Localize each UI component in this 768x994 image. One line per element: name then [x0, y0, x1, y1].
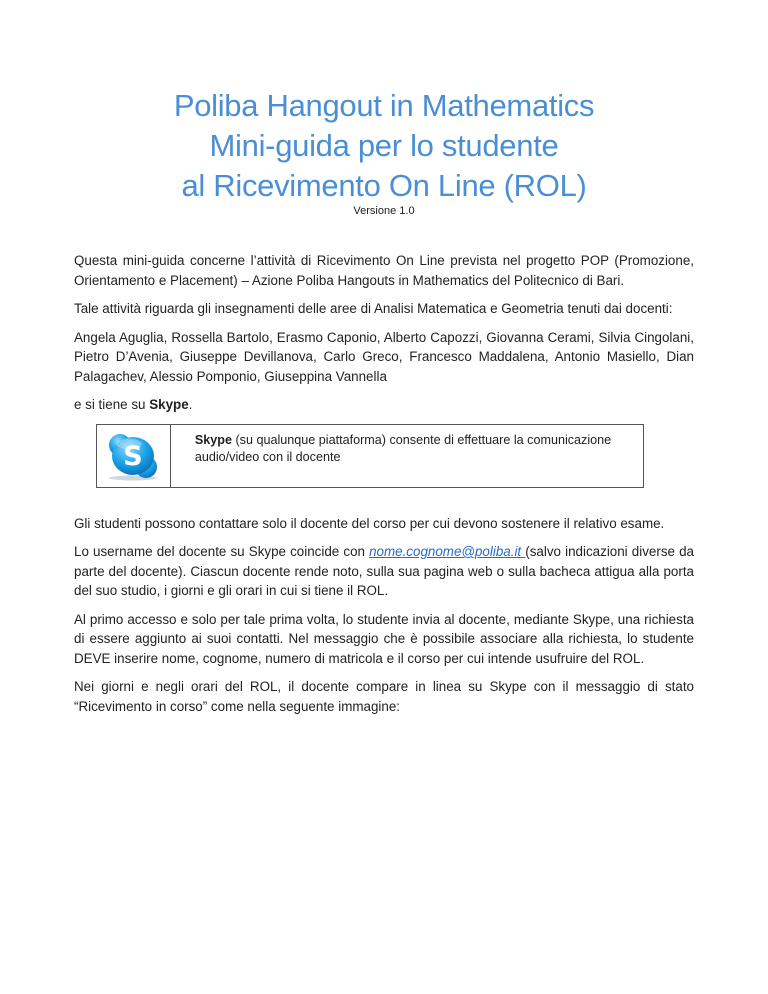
skype-bold-word: Skype	[149, 397, 189, 412]
username-prefix: Lo username del docente su Skype coincide con	[74, 544, 370, 559]
skype-info-table	[96, 424, 644, 488]
held-on-prefix: e si tiene su	[74, 397, 150, 412]
document-title	[0, 86, 768, 206]
skype-logo-icon	[98, 431, 168, 481]
skype-logo-letter: S	[123, 440, 144, 472]
username-paragraph	[74, 542, 694, 601]
title-line-2: Mini-guida per lo studente	[209, 128, 559, 163]
username-suffix: (salvo indicazioni diverse da parte del docente). Ciascun docente rende noto, sulla sua pagina web o sulla bacheca attigua alla porta del suo studio, i giorni e gli orari in cui si tiene il ROL.	[74, 544, 694, 598]
held-on-suffix: .	[188, 397, 193, 412]
status-paragraph: Nei giorni e negli orari del ROL, il docente compare in linea su Skype con il messaggio di stato “Ricevimento in corso” come nella seguente immagine:	[74, 679, 694, 714]
teachers-paragraph: Angela Aguglia, Rossella Bartolo, Erasmo Caponio, Alberto Capozzi, Giovanna Cerami, Silvia Cingolani, Pietro D’Avenia, Giuseppe Devillanova, Carlo Greco, Francesco Maddalena, Antonio Masiello, Dian Palagachev, Alessio Pomponio, Giuseppina Vannella	[74, 329, 694, 384]
first-access-paragraph: Al primo accesso e solo per tale prima volta, lo studente invia al docente, mediante Skype, una richiesta di essere aggiunto ai suoi contatti. Nel messaggio che è possibile associare alla richiesta, lo studente DEVE inserire nome, cognome, numero di matricola e il corso per cui intende usufruire del ROL.	[74, 611, 694, 666]
version-label: Versione 1.0	[353, 205, 415, 217]
held-on-paragraph	[74, 395, 694, 415]
skype-description-cell	[171, 425, 643, 487]
title-line-3: al Ricevimento On Line (ROL)	[181, 168, 587, 203]
title-line-1: Poliba Hangout in Mathematics	[173, 88, 595, 123]
students-paragraph: Gli studenti possono contattare solo il docente del corso per cui devono sostenere il relativo esame.	[74, 515, 665, 531]
skype-logo-cell	[97, 425, 171, 487]
document-body	[74, 251, 694, 725]
email-link[interactable]: nome.cognome@poliba.it	[369, 544, 526, 559]
intro-paragraph: Questa mini-guida concerne l’attività di Ricevimento On Line prevista nel progetto POP (Promozione, Orientamento e Placement) – Azione Poliba Hangouts in Mathematics del Politecnico di Bari.	[74, 253, 694, 288]
areas-paragraph: Tale attività riguarda gli insegnamenti delle aree di Analisi Matematica e Geometria tenuti dai docenti:	[74, 301, 673, 316]
skype-description: (su qualunque piattaforma) consente di effettuare la comunicazione audio/video con il docente	[194, 432, 612, 464]
skype-name: Skype	[194, 432, 232, 447]
